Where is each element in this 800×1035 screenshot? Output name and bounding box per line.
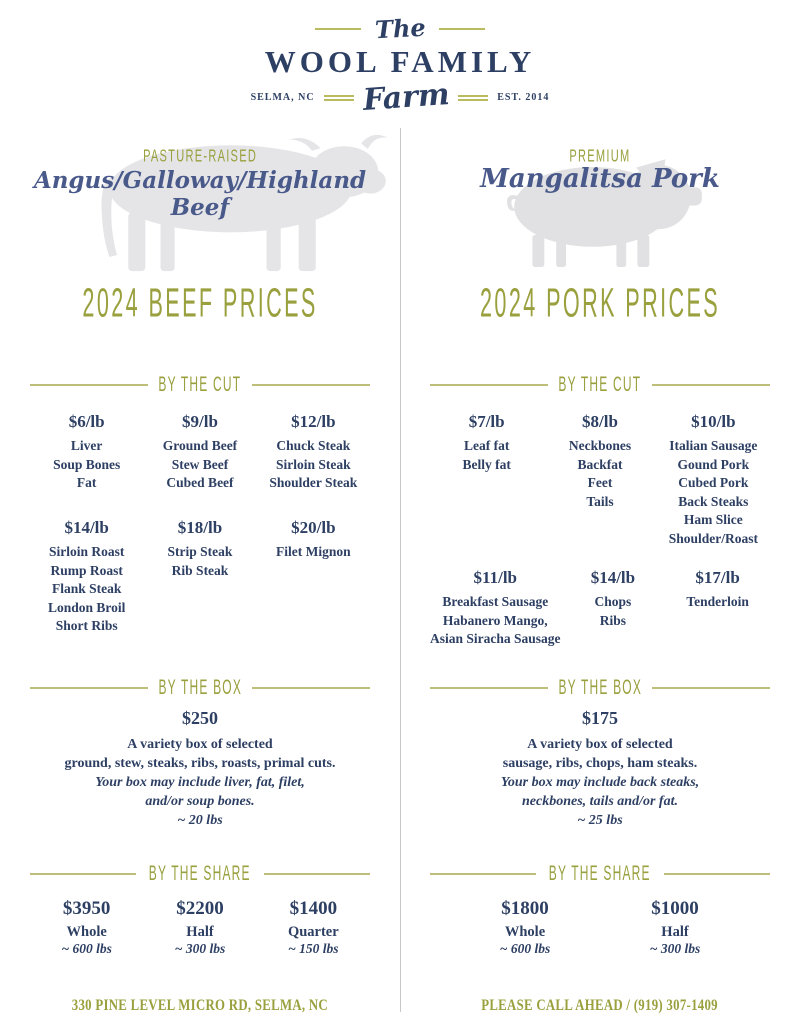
pork-title: Mangalitsa Pork (480, 164, 720, 194)
rule-line (664, 873, 770, 875)
cut-item: Shoulder/Roast (668, 530, 758, 546)
beef-by-the-box-rule (30, 675, 370, 700)
share-name: Whole (66, 924, 107, 940)
cut-item: Breakfast Sausage (442, 594, 549, 609)
footer-address: 330 PINE LEVEL MICRO RD, SELMA, NC (71, 995, 329, 1014)
box-description: A variety box of selected (127, 737, 273, 752)
cut-item: Liver (70, 438, 103, 453)
rule-line (430, 873, 536, 875)
pork-share-options (450, 898, 750, 957)
cut-item: Italian Sausage (669, 438, 758, 453)
beef-column (30, 130, 370, 1015)
box-description: A variety box of selected (527, 737, 673, 752)
cut-item: Tenderloin (686, 594, 749, 609)
cut-item: Short Ribs (55, 618, 118, 633)
box-note: Your box may include back steaks, (500, 775, 700, 790)
share-name: Half (661, 924, 689, 940)
price-group (430, 412, 543, 548)
share-weight: ~ 300 lbs (649, 941, 701, 956)
share-weight: ~ 600 lbs (499, 941, 551, 956)
logo-double-rule-right (458, 95, 488, 101)
beef-badge-label: PASTURE-RAISED (142, 145, 258, 166)
price-per-lb: $18/lb (177, 518, 223, 537)
cut-item: Feet (587, 475, 613, 490)
rule-line (30, 873, 136, 875)
price-per-lb: $6/lb (68, 412, 105, 431)
rule-line (30, 687, 148, 689)
rule-line (30, 384, 148, 386)
pork-prices-heading: 2024 PORK PRICES (479, 280, 721, 326)
pork-badge-label: PREMIUM (569, 145, 631, 166)
price-group (257, 518, 370, 636)
cut-item: Rump Roast (50, 562, 123, 578)
price-group (665, 568, 770, 649)
box-note: neckbones, tails and/or fat. (522, 794, 678, 809)
logo-double-rule-left (324, 95, 354, 101)
box-description: sausage, ribs, chops, ham steaks. (502, 756, 698, 771)
logo-top-row (0, 14, 800, 43)
price-group (657, 412, 770, 548)
cut-item: Strip Steak (167, 544, 233, 559)
rule-line (264, 873, 370, 875)
price-group (561, 568, 666, 649)
price-per-lb: $20/lb (291, 518, 336, 537)
beef-badge (30, 147, 370, 165)
cut-item: Backfat (577, 456, 623, 472)
price-group (30, 518, 143, 636)
share-price: $1000 (651, 898, 699, 919)
price-group (30, 412, 143, 493)
price-per-lb: $10/lb (691, 412, 736, 431)
pork-column (430, 130, 770, 1015)
cut-item: Sirloin Roast (48, 544, 125, 559)
cut-item: Cubed Beef (166, 475, 234, 490)
share-name: Whole (504, 924, 546, 940)
share-option (600, 898, 750, 957)
box-note: and/or soup bones. (145, 794, 255, 809)
beef-by-the-share-rule (30, 861, 370, 886)
share-price: $2200 (176, 898, 224, 919)
share-name: Quarter (287, 924, 339, 940)
beef-box-offer (30, 708, 370, 830)
beef-share-options (30, 898, 370, 957)
beef-cut-row-2 (30, 518, 370, 636)
box-weight: ~ 20 lbs (177, 813, 223, 828)
box-price: $175 (582, 708, 618, 728)
price-per-lb: $8/lb (582, 412, 618, 431)
share-name: Half (186, 924, 214, 940)
rule-line (430, 687, 548, 689)
box-weight: ~ 25 lbs (577, 813, 623, 828)
pork-by-the-cut-label: BY THE CUT (558, 372, 642, 397)
pork-cut-row-1 (430, 412, 770, 548)
price-per-lb: $7/lb (468, 412, 505, 431)
price-group (543, 412, 656, 548)
cut-item: Soup Bones (53, 456, 121, 472)
pork-by-the-box-rule (430, 675, 770, 700)
price-group (257, 412, 370, 493)
price-group (143, 518, 256, 636)
cut-item: Chuck Steak (276, 438, 351, 453)
logo-the: The (373, 12, 427, 45)
share-option (257, 898, 370, 957)
rule-line (252, 687, 370, 689)
cut-item: Asian Siracha Sausage (430, 631, 561, 646)
beef-by-the-box-label: BY THE BOX (158, 675, 242, 700)
cut-item: Sirloin Steak (276, 456, 351, 472)
price-per-lb: $14/lb (590, 568, 636, 587)
cut-item: London Broil (47, 599, 126, 615)
price-per-lb: $17/lb (695, 568, 740, 587)
pork-badge (430, 147, 770, 165)
box-price: $250 (182, 708, 218, 728)
cut-item: Fat (76, 475, 97, 490)
logo-farm-name: WOOL FAMILY (264, 44, 536, 79)
cut-item: Ham Slice (683, 512, 743, 527)
rule-line (652, 384, 770, 386)
box-note: Your box may include liver, fat, filet, (95, 775, 305, 790)
share-option (30, 898, 143, 957)
rule-line (652, 687, 770, 689)
farm-logo (0, 12, 800, 118)
share-price: $3950 (62, 898, 111, 919)
share-price: $1400 (289, 898, 338, 919)
pork-cut-row-2 (430, 568, 770, 649)
beef-by-the-cut-label: BY THE CUT (158, 372, 242, 397)
beef-cut-row-1 (30, 412, 370, 493)
logo-bottom-row (0, 77, 800, 118)
cut-item: Rib Steak (171, 562, 229, 578)
beef-by-the-share-label: BY THE SHARE (149, 861, 252, 886)
rule-line (252, 384, 370, 386)
share-weight: ~ 300 lbs (174, 941, 226, 956)
price-per-lb: $9/lb (182, 412, 218, 431)
share-weight: ~ 150 lbs (288, 941, 339, 956)
share-price: $1800 (501, 898, 549, 919)
price-per-lb: $12/lb (291, 412, 336, 431)
beef-prices-heading: 2024 BEEF PRICES (82, 280, 318, 326)
price-group (143, 412, 256, 493)
logo-rule-right (439, 28, 485, 30)
price-per-lb: $14/lb (64, 518, 109, 537)
share-weight: ~ 600 lbs (61, 941, 112, 956)
rule-line (430, 384, 548, 386)
logo-farm-script: Farm (361, 77, 451, 118)
logo-established: EST. 2014 (497, 92, 550, 103)
column-divider (400, 128, 401, 1012)
cut-item: Habanero Mango, (442, 612, 548, 628)
pork-by-the-share-rule (430, 861, 770, 886)
pork-by-the-box-label: BY THE BOX (558, 675, 642, 700)
cut-item: Belly fat (462, 456, 511, 472)
cut-item: Ground Beef (162, 438, 238, 453)
cut-item: Tails (586, 493, 614, 509)
pork-box-offer (430, 708, 770, 830)
pork-by-the-share-label: BY THE SHARE (549, 861, 652, 886)
cut-item: Ribs (599, 612, 627, 628)
cut-item: Stew Beef (171, 456, 229, 472)
price-per-lb: $11/lb (473, 568, 517, 587)
beef-title: Angus/Galloway/Highland Beef (33, 167, 367, 221)
share-option (450, 898, 600, 957)
cut-item: Shoulder Steak (269, 475, 358, 490)
cut-item: Leaf fat (463, 438, 510, 453)
cut-item: Gound Pork (677, 456, 750, 472)
share-option (143, 898, 256, 957)
cut-item: Back Steaks (678, 493, 749, 509)
box-description: ground, stew, steaks, ribs, roasts, primal cuts. (64, 756, 336, 771)
cut-item: Neckbones (568, 438, 632, 453)
cut-item: Filet Mignon (276, 544, 351, 559)
footer-call-ahead: PLEASE CALL AHEAD / (919) 307-1409 (481, 995, 719, 1014)
beef-by-the-cut-rule (30, 372, 370, 397)
logo-rule-left (315, 28, 361, 30)
cut-item: Chops (594, 594, 632, 609)
cut-item: Cubed Pork (678, 475, 749, 490)
price-group (430, 568, 561, 649)
pork-by-the-cut-rule (430, 372, 770, 397)
logo-location: SELMA, NC (250, 92, 315, 103)
cut-item: Flank Steak (51, 581, 122, 596)
